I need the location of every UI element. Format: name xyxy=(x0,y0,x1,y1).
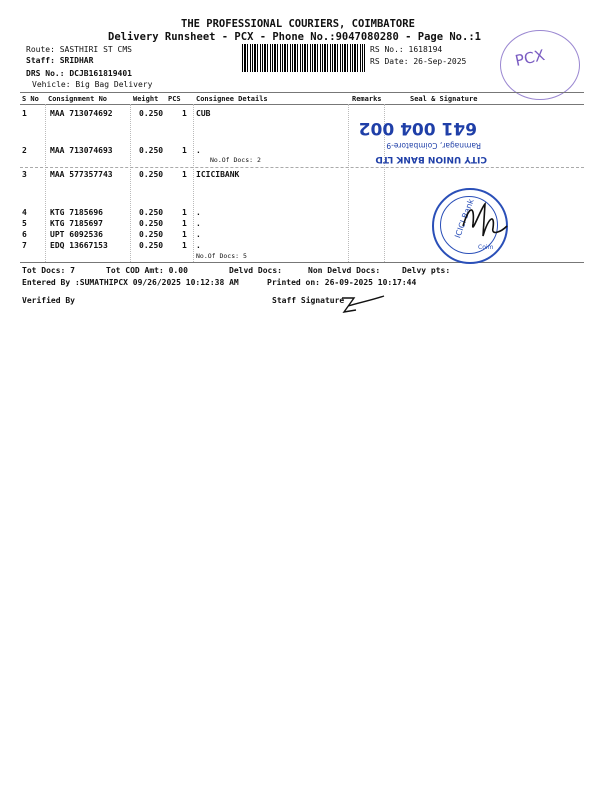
col-remarks: Remarks xyxy=(352,95,382,103)
row-sno: 4 xyxy=(22,208,27,217)
staff-signature-label: Staff Signature xyxy=(272,296,345,305)
row-consignee: . xyxy=(196,241,201,250)
row-pcs: 1 xyxy=(182,170,187,179)
total-cod-amount: Tot COD Amt: 0.00 xyxy=(106,266,188,275)
row-sno: 2 xyxy=(22,146,27,155)
row-consignment: MAA 713074693 xyxy=(50,146,113,155)
row-weight: 0.250 xyxy=(139,170,164,179)
verified-by: Verified By xyxy=(22,296,75,305)
pcx-stamp-text: PCX xyxy=(513,46,547,70)
dot xyxy=(118,116,120,118)
rs-date: RS Date: 26-Sep-2025 xyxy=(370,57,467,66)
row-weight: 0.250 xyxy=(139,219,164,228)
consignee-signature xyxy=(455,196,515,246)
row-pcs: 1 xyxy=(182,109,187,118)
total-docs: Tot Docs: 7 xyxy=(22,266,75,275)
delivered-docs: Delvd Docs: xyxy=(229,266,282,275)
drs-label: DRS No.: DCJB161819401 xyxy=(26,69,132,78)
row-pcs: 1 xyxy=(182,146,187,155)
staff-label: Staff: SRIDHAR xyxy=(26,56,94,65)
non-delivered-docs: Non Delvd Docs: xyxy=(308,266,381,275)
pcx-stamp xyxy=(500,30,580,100)
icici-stamp-city: Coim xyxy=(478,244,494,251)
vehicle-label: Vehicle: Big Bag Delivery xyxy=(32,80,153,89)
table-top-rule xyxy=(20,92,584,93)
row-consignment: MAA 713074692 xyxy=(50,109,113,118)
row-consignment: KTG 7185697 xyxy=(50,219,103,228)
col-weight: Weight xyxy=(133,95,159,103)
row-weight: 0.250 xyxy=(139,241,164,250)
row-consignee: ICICIBANK xyxy=(196,170,240,179)
col-sno: S No xyxy=(22,95,39,103)
col-consignment: Consignment No xyxy=(48,95,108,103)
row-consignee: . xyxy=(196,208,201,217)
row-pcs: 1 xyxy=(182,219,187,228)
row-consignee: . xyxy=(196,219,201,228)
col-seal-signature: Seal & Signature xyxy=(410,95,478,103)
row-sno: 3 xyxy=(22,170,27,179)
row-weight: 0.250 xyxy=(139,230,164,239)
runsheet-title: Delivery Runsheet - PCX - Phone No.:9047080280 - Page No.:1 xyxy=(108,31,481,43)
row-weight: 0.250 xyxy=(139,109,164,118)
row-sno: 6 xyxy=(22,230,27,239)
table-header-rule xyxy=(20,104,584,105)
row-weight: 0.250 xyxy=(139,146,164,155)
row-consignee: CUB xyxy=(196,109,211,118)
col-divider xyxy=(130,104,131,262)
col-divider xyxy=(45,104,46,262)
cub-stamp-branch: Ramnagar, Coimbatore-9 xyxy=(386,141,481,150)
row-separator xyxy=(20,167,584,168)
row-consignment: MAA 577357743 xyxy=(50,170,113,179)
row-consignee: . xyxy=(196,146,201,155)
col-consignee: Consignee Details xyxy=(196,95,268,103)
row-sno: 5 xyxy=(22,219,27,228)
cub-stamp-name: CITY UNION BANK LTD xyxy=(375,154,487,164)
row-weight: 0.250 xyxy=(139,208,164,217)
row-sno: 7 xyxy=(22,241,27,250)
row-sno: 1 xyxy=(22,109,27,118)
col-divider xyxy=(193,104,194,262)
barcode xyxy=(242,44,365,72)
printed-on: Printed on: 26-09-2025 10:17:44 xyxy=(267,278,417,287)
icici-stamp-text: ICICI Bank xyxy=(453,197,476,240)
company-name: THE PROFESSIONAL COURIERS, COIMBATORE xyxy=(181,18,415,30)
group-doc-count: No.Of Docs: 5 xyxy=(196,252,247,260)
row-pcs: 1 xyxy=(182,241,187,250)
entered-by: Entered By :SUMATHIPCX 09/26/2025 10:12:38 AM xyxy=(22,278,239,287)
staff-signature xyxy=(338,292,388,320)
group-doc-count: No.Of Docs: 2 xyxy=(210,156,261,164)
rs-number: RS No.: 1618194 xyxy=(370,45,443,54)
row-pcs: 1 xyxy=(182,230,187,239)
route-label: Route: SASTHIRI ST CMS xyxy=(26,45,132,54)
row-consignment: UPT 6092536 xyxy=(50,230,103,239)
row-consignment: EDQ 13667153 xyxy=(50,241,108,250)
row-consignment: KTG 7185696 xyxy=(50,208,103,217)
col-pcs: PCS xyxy=(168,95,181,103)
table-bottom-rule xyxy=(20,262,584,263)
cub-bank-stamp xyxy=(345,104,495,166)
row-consignee: . xyxy=(196,230,201,239)
cub-stamp-code: 641 004 002 xyxy=(358,118,477,138)
row-pcs: 1 xyxy=(182,208,187,217)
delivery-points: Delvy pts: xyxy=(402,266,451,275)
